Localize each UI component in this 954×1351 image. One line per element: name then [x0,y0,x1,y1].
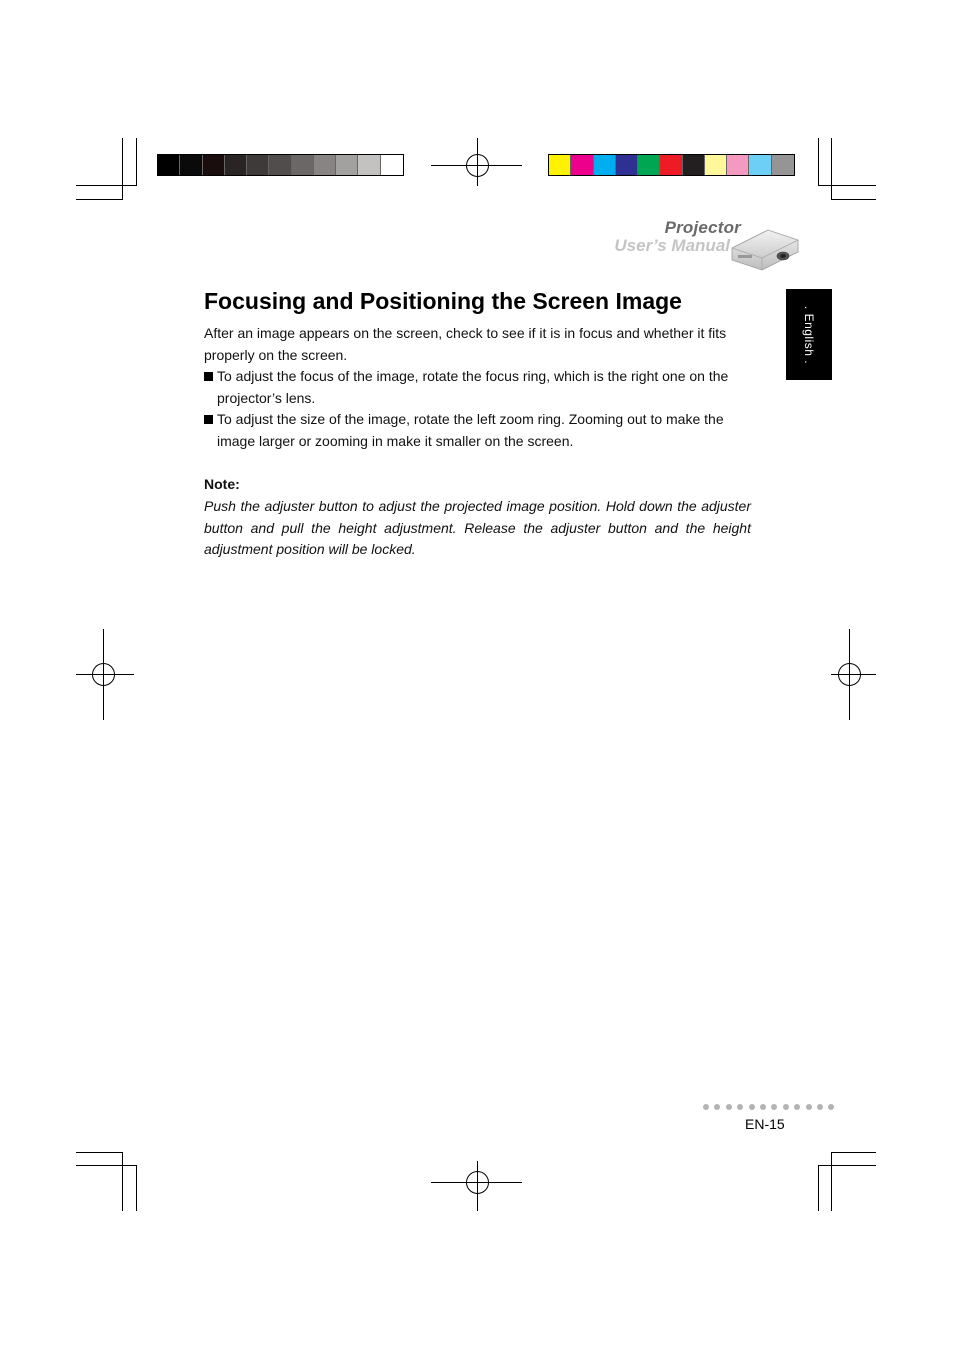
grayscale-color-bar [157,154,404,176]
color-swatch [749,155,771,175]
dot [760,1104,766,1110]
color-swatch [314,155,336,175]
dot [794,1104,800,1110]
color-swatch [772,155,794,175]
dot [726,1104,732,1110]
bullet-item-focus [204,366,754,409]
dot [714,1104,720,1110]
note-text: Push the adjuster button to adjust the projected image position. Hold down the adjuster button and pull the height adjustment. Release the adjuster button and the height adjustment position will be locked. [204,498,751,557]
square-bullet-icon [204,415,213,424]
intro-paragraph: After an image appears on the screen, check to see if it is in focus and whether it fits properly on the screen. [204,325,727,363]
dot [737,1104,743,1110]
dot [703,1104,709,1110]
color-swatch [269,155,291,175]
language-tab [786,289,832,380]
logo-manual-text: User’s Manual [614,236,730,255]
color-swatch [616,155,638,175]
page-number: EN-15 [745,1116,785,1132]
language-tab-label: . English . [802,305,816,364]
color-swatch [727,155,749,175]
dot [783,1104,789,1110]
color-swatch [203,155,225,175]
dot [806,1104,812,1110]
color-swatch [683,155,705,175]
color-swatch [336,155,358,175]
square-bullet-icon [204,372,213,381]
bullet-item-zoom [204,409,754,452]
section-title: Focusing and Positioning the Screen Image [204,288,682,314]
color-swatch [358,155,380,175]
color-swatch [381,155,403,175]
bullet-text: To adjust the size of the image, rotate the left zoom ring. Zooming out to make the image larger or zooming in make it smaller on the screen. [217,411,724,449]
color-swatch [247,155,269,175]
color-swatch [705,155,727,175]
bullet-text: To adjust the focus of the image, rotate the focus ring, which is the right one on the projector’s lens. [217,368,729,406]
color-swatch [549,155,571,175]
cmyk-color-bar [548,154,795,176]
projector-image [728,222,800,272]
dot [771,1104,777,1110]
color-swatch [292,155,314,175]
note-label: Note: [204,476,240,492]
dot [749,1104,755,1110]
color-swatch [638,155,660,175]
color-swatch [660,155,682,175]
color-swatch [225,155,247,175]
color-swatch [571,155,593,175]
logo-projector-text: Projector [664,218,741,237]
color-swatch [158,155,180,175]
color-swatch [180,155,202,175]
dot [828,1104,834,1110]
decorative-dots [703,1104,834,1110]
dot [817,1104,823,1110]
color-swatch [594,155,616,175]
